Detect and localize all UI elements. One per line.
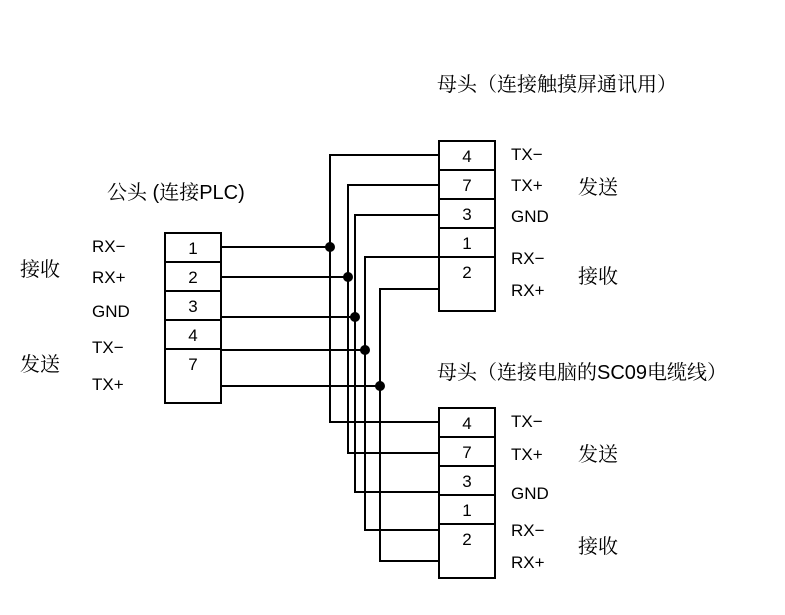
male-group-receive: 接收 bbox=[20, 259, 60, 281]
male-pin: 4 bbox=[166, 321, 220, 350]
female-bottom-pin: 1 bbox=[440, 496, 494, 525]
male-pin: 2 bbox=[166, 263, 220, 292]
female-top-signal-label: TX− bbox=[511, 145, 543, 164]
male-signal-label: RX+ bbox=[92, 268, 126, 287]
female-top-pin: 1 bbox=[440, 229, 494, 258]
female-bottom-pin: 3 bbox=[440, 467, 494, 496]
female-bottom-signal-label: GND bbox=[511, 484, 549, 503]
male-connector bbox=[164, 232, 222, 404]
male-pin: 3 bbox=[166, 292, 220, 321]
female-bottom-signal-label: TX+ bbox=[511, 445, 543, 464]
female-top-pin: 3 bbox=[440, 200, 494, 229]
female-top-pin: 4 bbox=[440, 142, 494, 171]
title-female-touch: 母头（连接触摸屏通讯用） bbox=[437, 74, 677, 96]
female-bottom-connector bbox=[438, 407, 496, 579]
male-signal-label: TX+ bbox=[92, 375, 124, 394]
title-male-plc: 公头 (连接PLC) bbox=[107, 182, 245, 204]
male-signal-label: GND bbox=[92, 302, 130, 321]
female-bottom-signal-label: TX− bbox=[511, 412, 543, 431]
male-pin: 1 bbox=[166, 234, 220, 263]
female-top-pin: 7 bbox=[440, 171, 494, 200]
title-female-sc09: 母头（连接电脑的SC09电缆线） bbox=[437, 362, 728, 384]
female-bottom-signal-label: RX− bbox=[511, 521, 545, 540]
male-signal-label: TX− bbox=[92, 338, 124, 357]
female-top-signal-label: RX− bbox=[511, 249, 545, 268]
female-top-group-receive: 接收 bbox=[578, 266, 618, 288]
male-pin: 7 bbox=[188, 355, 198, 374]
female-bottom-pin: 7 bbox=[440, 438, 494, 467]
female-bottom-group-send: 发送 bbox=[578, 444, 618, 466]
female-top-signal-label: TX+ bbox=[511, 176, 543, 195]
female-top-group-send: 发送 bbox=[578, 177, 618, 199]
male-group-send: 发送 bbox=[20, 354, 60, 376]
male-signal-label: RX− bbox=[92, 237, 126, 256]
female-top-connector bbox=[438, 140, 496, 312]
female-bottom-signal-label: RX+ bbox=[511, 553, 545, 572]
female-top-signal-label: GND bbox=[511, 207, 549, 226]
female-bottom-pin: 2 bbox=[462, 530, 472, 549]
female-top-signal-label: RX+ bbox=[511, 281, 545, 300]
female-top-pin: 2 bbox=[462, 263, 472, 282]
female-bottom-group-receive: 接收 bbox=[578, 536, 618, 558]
female-bottom-pin: 4 bbox=[440, 409, 494, 438]
